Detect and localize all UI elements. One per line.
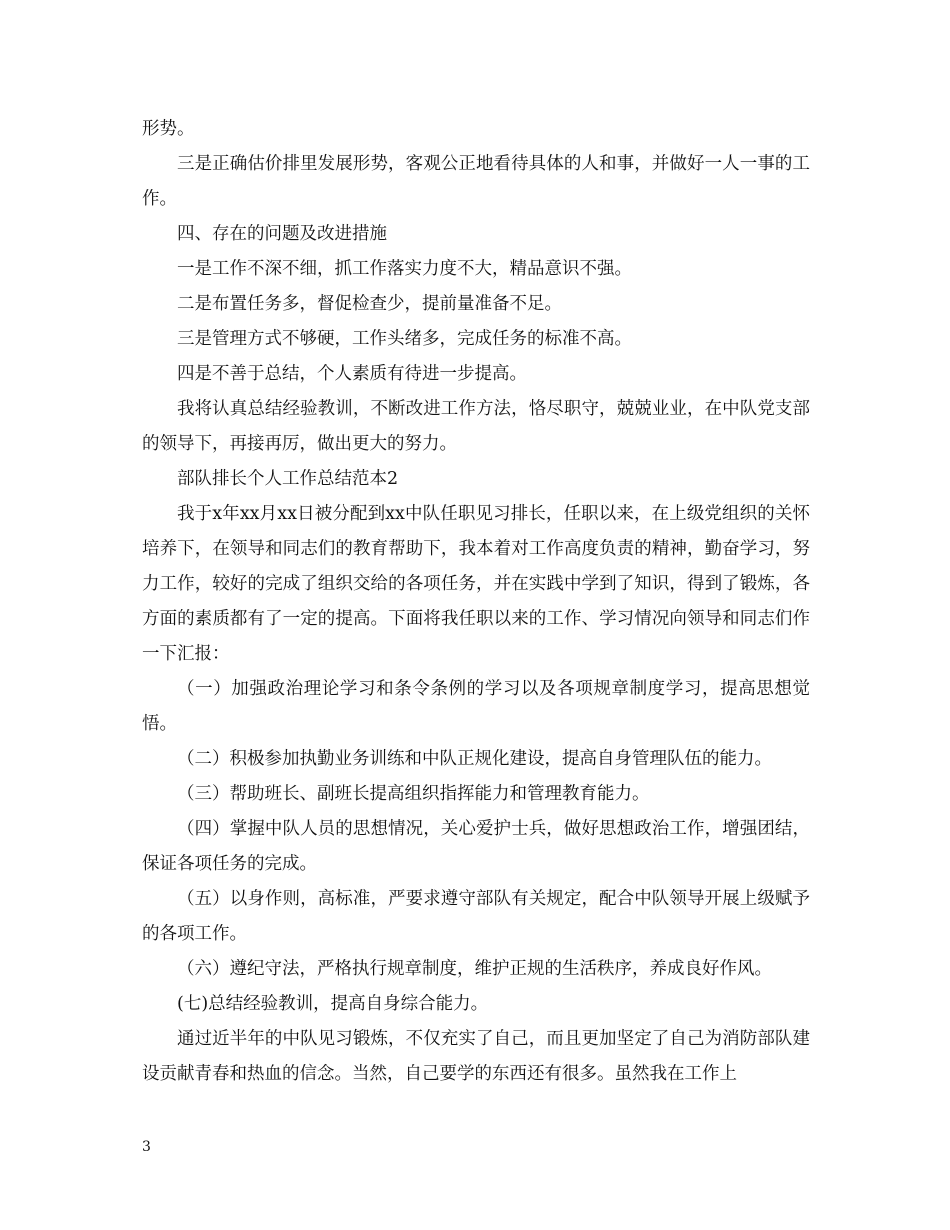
paragraph: (七)总结经验教训，提高自身综合能力。 (177, 994, 489, 1014)
paragraph: 三是管理方式不够硬，工作头绪多，完成任务的标准不高。 (177, 329, 632, 349)
page-number: 3 (142, 1139, 151, 1155)
paragraph: （一）加强政治理论学习和条令条例的学习以及各项规章制度学习，提高思想觉悟。 (142, 679, 810, 734)
document-body (142, 112, 810, 1092)
paragraph: （五）以身作则，高标准，严要求遵守部队有关规定，配合中队领导开展上级赋予的各项工作。 (142, 889, 810, 944)
paragraph: 我将认真总结经验教训，不断改进工作方法，恪尽职守，兢兢业业，在中队党支部的领导下，再接再厉，做出更大的努力。 (142, 399, 810, 454)
paragraph: （三）帮助班长、副班长提高组织指挥能力和管理教育能力。 (177, 784, 650, 804)
paragraph: （六）遵纪守法，严格执行规章制度，维护正规的生活秩序，养成良好作风。 (177, 959, 772, 979)
paragraph: 部队排长个人工作总结范本2 (177, 469, 399, 489)
paragraph: 形势。 (142, 119, 195, 139)
paragraph: 四是不善于总结，个人素质有待进一步提高。 (177, 364, 527, 384)
paragraph: 一是工作不深不细，抓工作落实力度不大，精品意识不强。 (177, 259, 632, 279)
paragraph: （四）掌握中队人员的思想情况，关心爱护士兵，做好思想政治工作，增强团结，保证各项任务的完成。 (142, 819, 810, 874)
paragraph: 二是布置任务多，督促检查少，提前量准备不足。 (177, 294, 562, 314)
paragraph: （二）积极参加执勤业务训练和中队正规化建设，提高自身管理队伍的能力。 (177, 749, 772, 769)
paragraph: 通过近半年的中队见习锻炼，不仅充实了自己，而且更加坚定了自己为消防部队建设贡献青春和热血的信念。当然，自己要学的东西还有很多。虽然我在工作上 (142, 1029, 810, 1084)
paragraph: 四、存在的问题及改进措施 (177, 224, 387, 244)
paragraph: 三是正确估价排里发展形势，客观公正地看待具体的人和事，并做好一人一事的工作。 (142, 154, 810, 209)
paragraph: 我于x年xx月xx日被分配到xx中队任职见习排长，任职以来，在上级党组织的关怀培养下，在领导和同志们的教育帮助下，我本着对工作高度负责的精神，勤奋学习，努力工作，较好的完成了组织交给的各项任务，并在实践中学到了知识，得到了锻炼，各方面的素质都有了一定的提高。下面将我任职以来的工作、学习情况向领导和同志们作一下汇报： (142, 504, 810, 664)
